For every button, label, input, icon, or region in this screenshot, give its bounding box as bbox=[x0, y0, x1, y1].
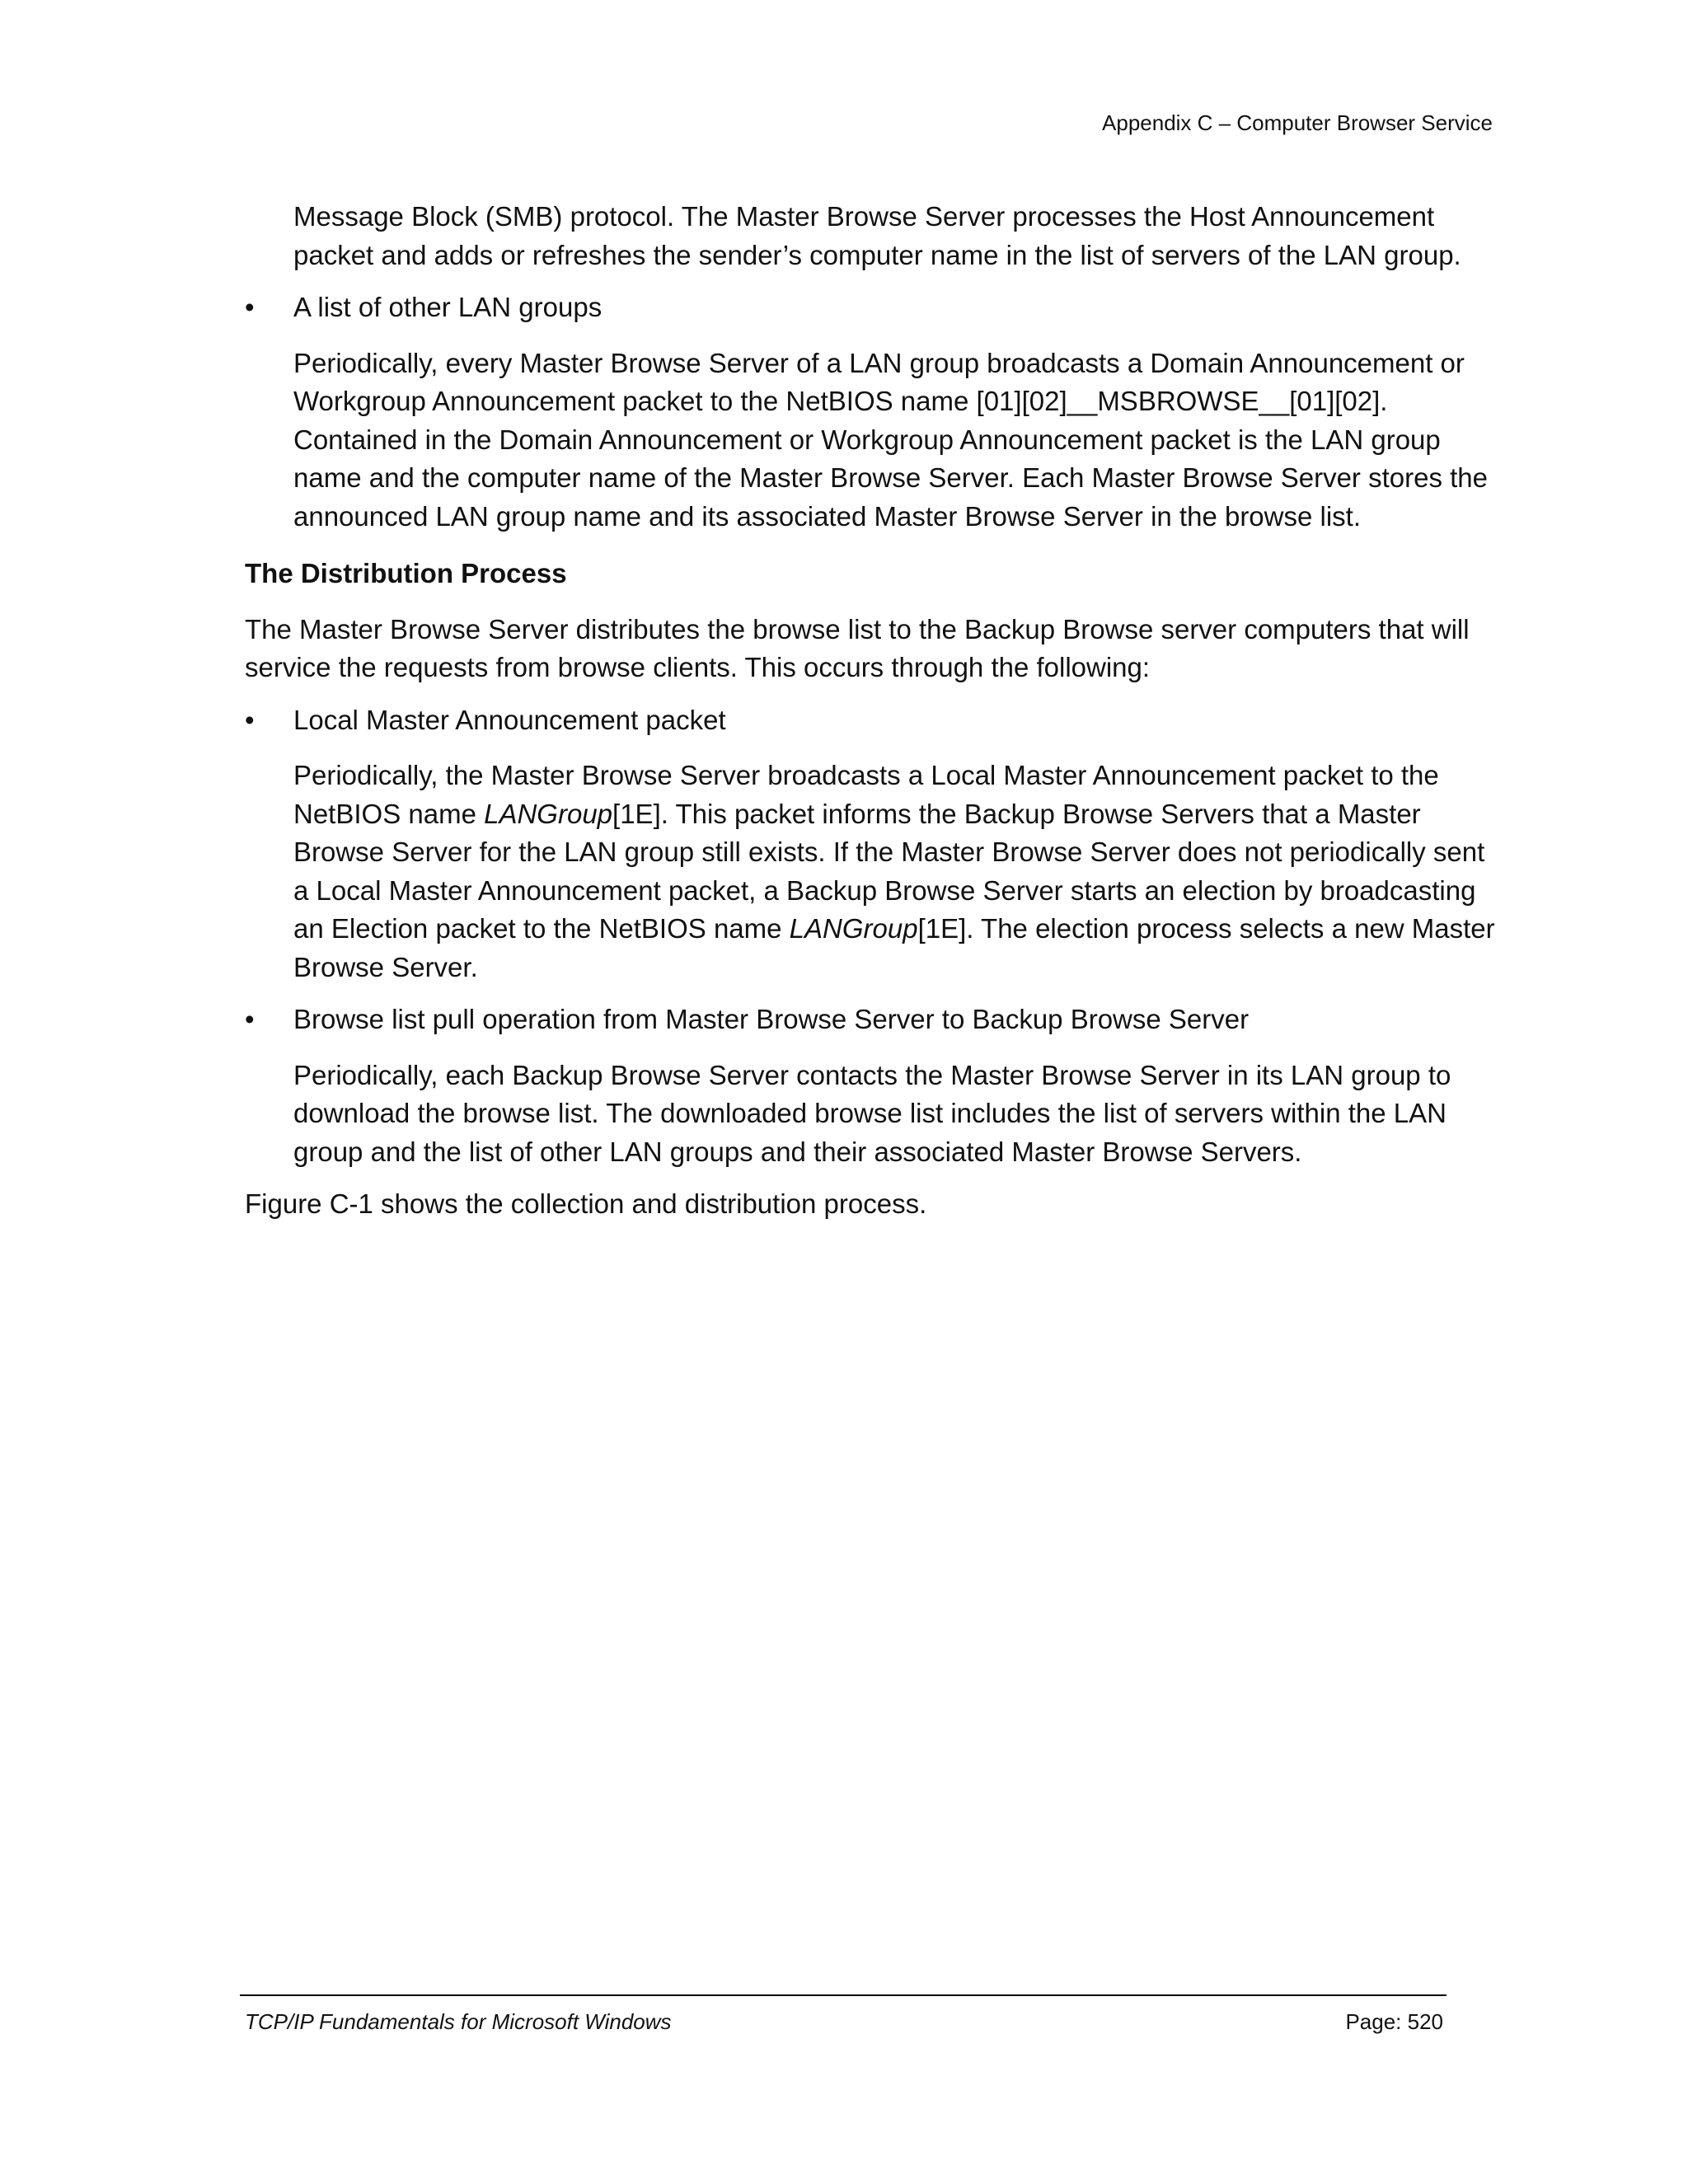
bullet-marker: • bbox=[245, 704, 255, 735]
paragraph-distribution-intro: The Master Browse Server distributes the browse list to the Backup Browse server computers that will service the requests from browse clients. This occurs through the following: bbox=[245, 613, 1470, 682]
running-header: Appendix C – Computer Browser Service bbox=[1102, 110, 1493, 135]
text-run: [1E]. The election process selects a new Master Browse Server. bbox=[293, 913, 1495, 982]
bullet-label: Local Master Announcement packet bbox=[293, 704, 726, 735]
bullet-marker: • bbox=[245, 1004, 255, 1034]
italic-term-langroup: LANGroup bbox=[789, 913, 918, 944]
paragraph-lan-groups: Periodically, every Master Browse Server of a LAN group broadcasts a Domain Announcement or Workgroup Announcement packet to the NetBIOS name [01][02]__MSBROWSE__[01][02]. Contained in the Domain Announcement or Workgroup Announcement packet is the LAN group name and the computer name of the Master Browse Server. Each Master Browse Server stores the announced LAN group name and its associated Master Browse Server in the browse list. bbox=[293, 347, 1488, 532]
footer-page-number: Page: 520 bbox=[1345, 2009, 1443, 2034]
bullet-label: Browse list pull operation from Master Browse Server to Backup Browse Server bbox=[293, 1004, 1250, 1034]
paragraph-local-master bbox=[293, 757, 1498, 987]
bullet-marker: • bbox=[245, 292, 255, 322]
paragraph-smb-continuation: Message Block (SMB) protocol. The Master Browse Server processes the Host Announcement packet and adds or refreshes the sender’s computer name in the list of servers of the LAN group. bbox=[293, 201, 1461, 270]
bullet-item-lan-groups bbox=[245, 288, 1498, 327]
footer-divider bbox=[240, 1994, 1447, 1996]
italic-term-langroup: LANGroup bbox=[484, 798, 613, 829]
footer-book-title: TCP/IP Fundamentals for Microsoft Windows bbox=[245, 2009, 672, 2034]
paragraph-pull-operation: Periodically, each Backup Browse Server contacts the Master Browse Server in its LAN group to download the browse list. The downloaded browse list includes the list of servers within the LAN group and the list of other LAN groups and their associated Master Browse Servers. bbox=[293, 1059, 1451, 1167]
bullet-label: A list of other LAN groups bbox=[293, 292, 603, 322]
section-heading-distribution: The Distribution Process bbox=[245, 558, 567, 588]
page-body bbox=[245, 198, 1498, 1224]
bullet-item-local-master bbox=[245, 701, 1498, 740]
paragraph-figure-reference: Figure C-1 shows the collection and distribution process. bbox=[245, 1188, 927, 1219]
bullet-item-pull-operation bbox=[245, 1001, 1498, 1039]
text-run: Periodically, the Master Browse Server broadcasts a Local Master Announcement packet to the NetBIOS name bbox=[293, 760, 1439, 829]
text-run: [1E]. This packet informs the Backup Browse Servers that a Master Browse Server for the LAN group still exists. If the Master Browse Server does not periodically sent a Local Master Announcement packet, a Backup Browse Server starts an election by broadcasting an Election packet to the NetBIOS name bbox=[293, 798, 1485, 944]
